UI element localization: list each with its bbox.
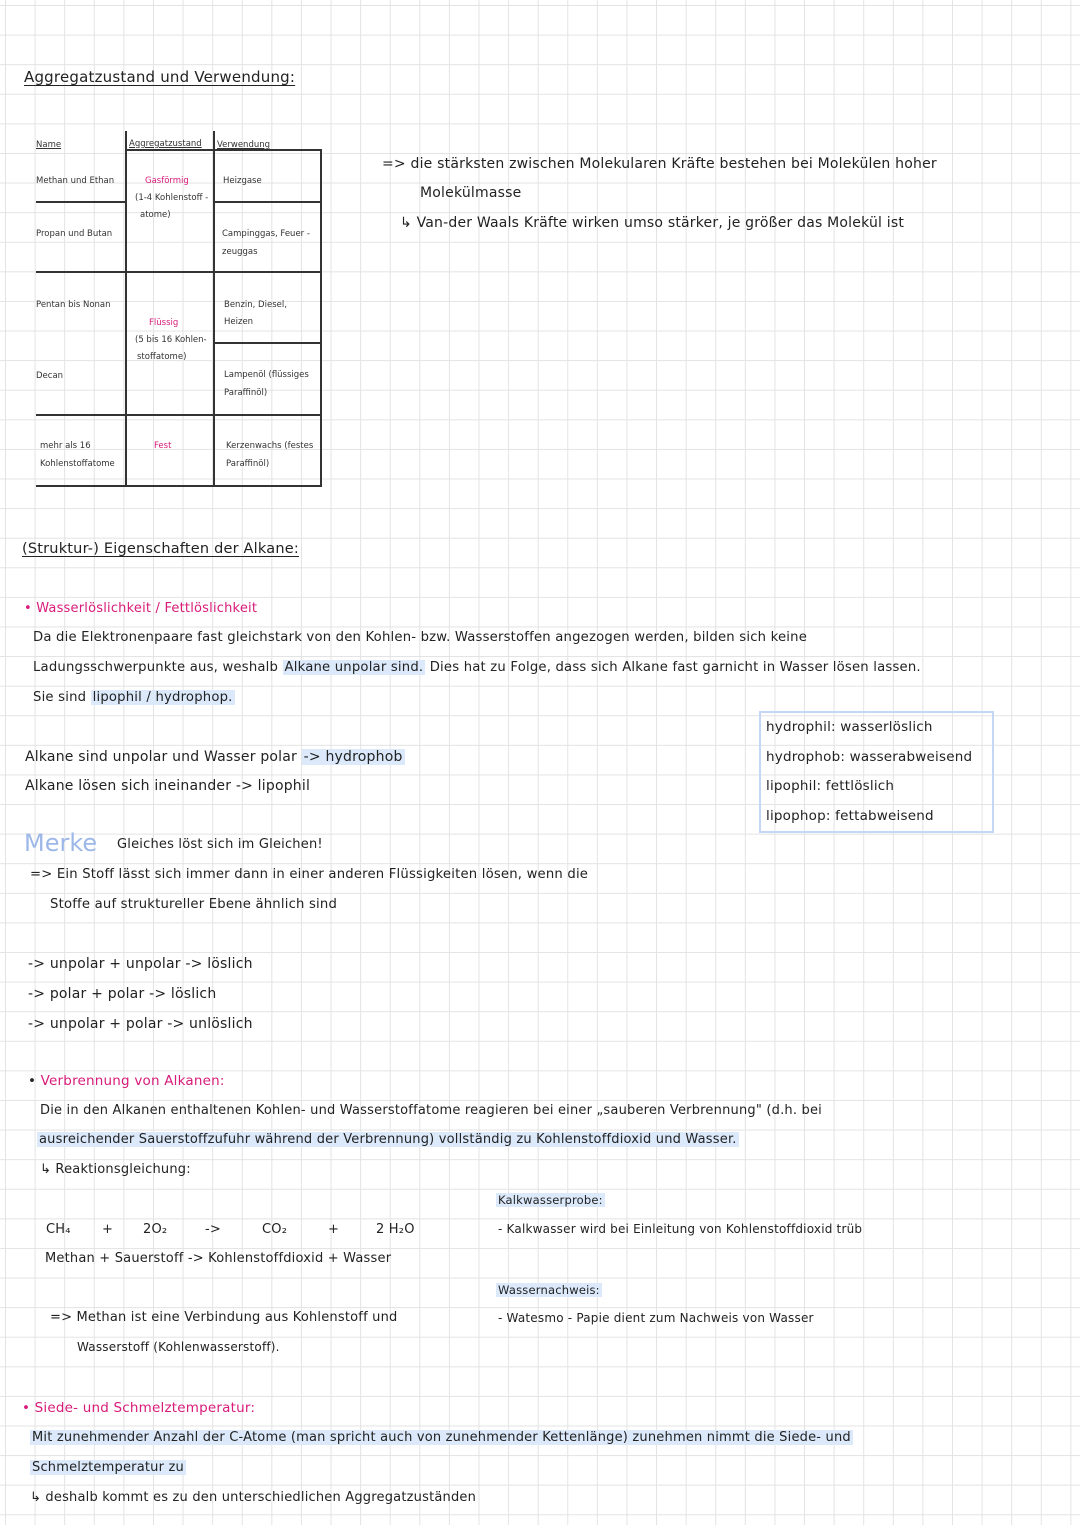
merke-title: Gleiches löst sich im Gleichen!: [117, 837, 323, 852]
table-cell-state: Flüssig: [149, 318, 179, 328]
section-heading-aggregatzustand: Aggregatzustand und Verwendung:: [24, 68, 296, 86]
test-title-kalkwasser: Kalkwasserprobe:: [498, 1193, 603, 1207]
table-cell-state-note: atome): [140, 210, 171, 220]
boiling-paragraph: Mit zunehmender Anzahl der C-Atome (man spricht auch von zunehmender Kettenlänge) zunehmen nimmt die Siede- und: [32, 1430, 851, 1445]
combustion-conclusion: Wasserstoff (Kohlenwasserstoff).: [77, 1340, 280, 1354]
merke-text: => Ein Stoff lässt sich immer dann in einer anderen Flüssigkeiten lösen, wenn die: [30, 867, 589, 882]
table-cell-name: Methan und Ethan: [36, 176, 115, 186]
equation-words: Methan + Sauerstoff -> Kohlenstoffdioxid + Wasser: [45, 1251, 392, 1266]
solubility-rule: -> polar + polar -> löslich: [28, 986, 217, 1002]
test-text-wasser: - Watesmo - Papie dient zum Nachweis von Wasser: [498, 1311, 814, 1325]
table-cell-use: zeuggas: [222, 247, 258, 257]
alkane-polarity-line: Alkane sind unpolar und Wasser polar -> hydrophob: [25, 749, 403, 765]
equation-term: 2 H₂O: [376, 1222, 415, 1237]
boiling-paragraph: Schmelztemperatur zu: [32, 1460, 184, 1475]
table-cell-use: Campinggas, Feuer -: [222, 229, 310, 239]
note-molecular-mass: Molekülmasse: [420, 185, 522, 201]
equation-term: CO₂: [262, 1222, 288, 1237]
table-header-use: Verwendung: [217, 140, 271, 150]
equation-term: CH₄: [46, 1222, 71, 1237]
table-cell-name: Decan: [36, 371, 64, 381]
equation-term: 2O₂: [143, 1222, 168, 1237]
definition-item: lipophop: fettabweisend: [766, 808, 934, 824]
reaction-equation-label: ↳ Reaktionsgleichung:: [40, 1162, 191, 1177]
table-cell-use: Lampenöl (flüssiges: [224, 370, 309, 380]
equation-term: +: [328, 1222, 340, 1237]
table-header-state: Aggregatzustand: [129, 139, 202, 149]
combustion-paragraph: Die in den Alkanen enthaltenen Kohlen- und Wasserstoffatome reagieren bei einer „sauberen Verbrennung" (d.h. bei: [40, 1103, 822, 1118]
combustion-title: • Verbrennung von Alkanen:: [28, 1073, 225, 1089]
boiling-title: • Siede- und Schmelztemperatur:: [22, 1400, 256, 1416]
note-molecular-forces: => die stärksten zwischen Molekularen Kräfte bestehen bei Molekülen hoher: [382, 156, 937, 172]
table-cell-state: Fest: [154, 441, 172, 451]
test-title-wasser: Wassernachweis:: [498, 1283, 600, 1297]
table-cell-state-note: (1-4 Kohlenstoff -: [135, 193, 209, 203]
table-cell-use: Benzin, Diesel,: [224, 300, 287, 310]
alkane-lipophil-line: Alkane lösen sich ineinander -> lipophil: [25, 778, 311, 794]
note-van-der-waals: ↳ Van-der Waals Kräfte wirken umso stärker, je größer das Molekül ist: [400, 215, 905, 231]
table-header-name: Name: [36, 140, 62, 150]
table-cell-state-note: stoffatome): [137, 352, 187, 362]
equation-term: ->: [205, 1222, 221, 1237]
table-cell-use: Paraffinöl): [226, 459, 270, 469]
solubility-paragraph: Da die Elektronenpaare fast gleichstark von den Kohlen- bzw. Wasserstoffen angezogen werden, bilden sich keine: [33, 630, 808, 645]
merke-text: Stoffe auf struktureller Ebene ähnlich sind: [50, 897, 338, 912]
combustion-paragraph: ausreichender Sauerstoffzufuhr während der Verbrennung) vollständig zu Kohlenstoffdioxid und Wasser.: [39, 1132, 737, 1147]
definition-item: hydrophob: wasserabweisend: [766, 749, 973, 765]
definition-item: hydrophil: wasserlöslich: [766, 719, 933, 735]
table-cell-use: Heizen: [224, 317, 254, 327]
table-cell-name: mehr als 16: [40, 441, 91, 451]
table-cell-name: Pentan bis Nonan: [36, 300, 111, 310]
definition-item: lipophil: fettlöslich: [766, 778, 895, 794]
solubility-rule: -> unpolar + polar -> unlöslich: [28, 1016, 253, 1032]
aggregate-state-table: [36, 131, 321, 487]
table-cell-name: Propan und Butan: [36, 229, 113, 239]
section-heading-eigenschaften: (Struktur-) Eigenschaften der Alkane:: [22, 541, 299, 557]
solubility-rule: -> unpolar + unpolar -> löslich: [28, 956, 253, 972]
solubility-paragraph: Ladungsschwerpunkte aus, weshalb Alkane unpolar sind. Dies hat zu Folge, dass sich Alkane fast garnicht in Wasser lösen lassen.: [33, 660, 921, 675]
equation-term: +: [102, 1222, 114, 1237]
test-text-kalkwasser: - Kalkwasser wird bei Einleitung von Kohlenstoffdioxid trüb: [498, 1222, 863, 1236]
table-cell-use: Kerzenwachs (festes: [226, 441, 314, 451]
table-cell-state: Gasförmig: [145, 176, 189, 186]
table-cell-use: Heizgase: [223, 176, 262, 186]
table-cell-name: Kohlenstoffatome: [40, 459, 115, 469]
table-cell-state-note: (5 bis 16 Kohlen-: [135, 335, 207, 345]
table-cell-use: Paraffinöl): [224, 388, 268, 398]
solubility-paragraph: Sie sind lipophil / hydrophop.: [33, 690, 233, 705]
combustion-conclusion: => Methan ist eine Verbindung aus Kohlenstoff und: [50, 1310, 398, 1325]
solubility-title: • Wasserlöslichkeit / Fettlöslichkeit: [24, 601, 258, 616]
merke-label: Merke: [24, 829, 98, 857]
boiling-conclusion: ↳ deshalb kommt es zu den unterschiedlichen Aggregatzuständen: [30, 1490, 477, 1505]
